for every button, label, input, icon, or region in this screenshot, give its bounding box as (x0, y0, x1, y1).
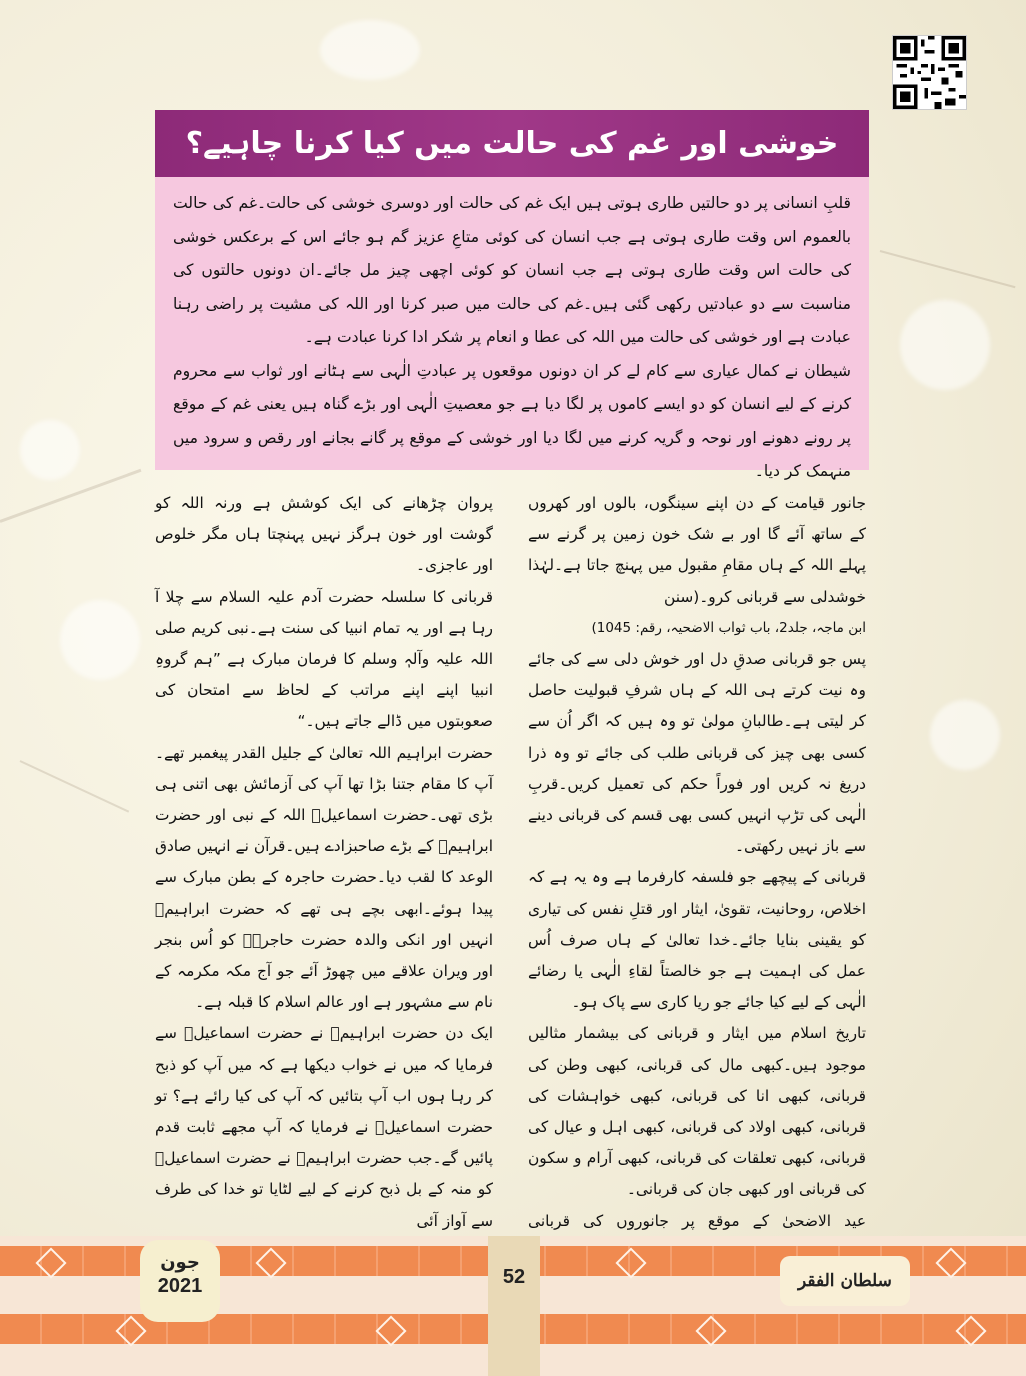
page-number-box (488, 1236, 540, 1376)
page-number: 52 (502, 1266, 526, 1288)
body-paragraph: جانور قیامت کے دن اپنے سینگوں، بالوں اور کھروں کے ساتھ آئے گا اور بے شک خون زمین پر گرنے سے پہلے اللہ کے ہاں مقامِ مقبول میں پہنچ جاتا ہے۔لہٰذا خوشدلی سے قربانی کرو۔(سنن (528, 494, 866, 606)
branch-decoration (0, 469, 141, 523)
branch-decoration (880, 250, 1016, 288)
intro-box (155, 177, 869, 480)
diamond-motif-icon (615, 1247, 646, 1278)
diamond-motif-icon (955, 1315, 986, 1346)
issue-month: جون (160, 1252, 200, 1273)
diamond-motif-icon (935, 1247, 966, 1278)
diamond-motif-icon (695, 1315, 726, 1346)
issue-date (140, 1240, 220, 1322)
qr-code (892, 35, 967, 110)
diamond-motif-icon (35, 1247, 66, 1278)
blossom-decoration (900, 300, 990, 390)
reference-citation: ابن ماجہ، جلد2، باب ثواب الاضحیہ، رقم: 1045) (591, 619, 866, 636)
blossom-decoration (930, 700, 1000, 770)
qr-code-icon (893, 36, 966, 109)
article-title: خوشی اور غم کی حالت میں کیا کرنا چاہیے؟ (155, 110, 869, 177)
branch-decoration (20, 760, 130, 813)
body-paragraph: ایک دن حضرت ابراہیمؑ نے حضرت اسماعیلؑ سے فرمایا کہ میں نے خواب دیکھا ہے کہ میں آپ کو ذبح کر رہا ہوں اب آپ بتائیں کہ آپ کی کیا رائے ہے؟ تو حضرت اسماعیلؑ نے فرمایا کہ آپ مجھے ثابت قدم پائیں گے۔جب حضرت ابراہیمؑ نے حضرت اسماعیلؑ کو منہ کے بل ذبح کرنے کے لیے لٹایا تو خدا کی طرف سے آواز آئی (155, 1024, 493, 1230)
text-column-left (155, 488, 493, 1230)
diamond-motif-icon (255, 1247, 286, 1278)
blossom-decoration (60, 600, 140, 680)
body-paragraph: حضرت ابراہیم اللہ تعالیٰ کے جلیل القدر پیغمبر تھے۔آپ کا مقام جتنا بڑا تھا آپ کی آزمائش بھی اتنی ہی بڑی تھی۔حضرت اسماعیلؑ اللہ کے نبی اور حضرت ابراہیمؑ کے بڑے صاحبزادے ہیں۔قرآن نے انہیں صادق الوعد کا لقب دیا۔حضرت حاجرہ کے بطن مبارک سے پیدا ہوئے۔ابھی بچے ہی تھے کہ حضرت ابراہیمؑ انہیں اور انکی والدہ حضرت حاجرہؓ کو اُس بنجر اور ویران علاقے میں چھوڑ آئے جو آج مکہ مکرمہ کے نام سے مشہور ہے اور عالم اسلام کا قبلہ ہے۔ (155, 743, 493, 1012)
intro-paragraph: قلبِ انسانی پر دو حالتیں طاری ہوتی ہیں ایک غم کی حالت اور دوسری خوشی کی حالت۔غم کی حالت بالعموم اس وقت طاری ہوتی ہے جب انسان کی کوئی متاعِ عزیز گم ہو جائے اس کے برعکس خوشی کی حالت اس وقت طاری ہوتی ہے جب انسان کو کوئی اچھی چیز مل جائے۔ان دونوں حالتوں کی مناسبت سے دو عبادتیں رکھی گئی ہیں۔غم کی حالت میں صبر کرنا اور اللہ کی مشیت پر راضی رہنا عبادت ہے اور خوشی کی حالت میں اللہ کی عطا و انعام پر شکر ادا کرنا عبادت ہے۔ (173, 194, 851, 346)
blossom-decoration (320, 20, 420, 80)
body-paragraph: عید الاضحیٰ کے موقع پر جانوروں کی قربانی (528, 1211, 866, 1230)
diamond-motif-icon (375, 1315, 406, 1346)
body-paragraph: قربانی کا سلسلہ حضرت آدم علیہ السلام سے چلا آ رہا ہے اور یہ تمام انبیا کی سنت ہے۔نبی کریم صلی اللہ علیہ وآلہٖ وسلم کا فرمان مبارک ہے ”ہم گروہِ انبیا اپنے اپنے مراتب کے لحاظ سے امتحان کی صعوبتوں میں ڈالے جاتے ہیں۔“ (155, 587, 493, 731)
blossom-decoration (20, 420, 80, 480)
intro-paragraph: شیطان نے کمال عیاری سے کام لے کر ان دونوں موقعوں پر عبادتِ الٰہی سے ہٹانے اور ثواب سے محروم کرنے کے لیے انسان کو دو ایسے کاموں پر لگا دیا ہے جو معصیتِ الٰہی اور بڑے گناہ ہیں یعنی غم کے موقع پر رونے دھونے اور نوحہ و گریہ کرنے میں لگا دیا اور خوشی کے موقع پر گانے بجانے اور رقص و سرود میں منہمک کر دیا۔ (173, 361, 851, 480)
issue-year: 2021 (157, 1275, 203, 1297)
body-paragraph: پس جو قربانی صدقِ دل اور خوش دلی سے کی جائے وہ نیت کرتے ہی اللہ کے ہاں شرفِ قبولیت حاصل کر لیتی ہے۔طالبانِ مولیٰ تو وہ ہیں کہ اگر اُن سے کسی بھی چیز کی قربانی طلب کی جائے تو وہ ذرا دریغ نہ کریں اور فوراً حکم کی تعمیل کریں۔قربِ الٰہی کی تڑپ انہیں کسی بھی قسم کی قربانی دینے سے باز نہیں رکھتی۔ (528, 650, 866, 856)
text-column-right (528, 488, 866, 1230)
body-paragraph: پروان چڑھانے کی ایک کوشش ہے ورنہ اللہ کو گوشت اور خون ہرگز نہیں پہنچتا ہاں مگر خلوص اور عاجزی۔ (155, 494, 493, 575)
body-paragraph: تاریخ اسلام میں ایثار و قربانی کی بیشمار مثالیں موجود ہیں۔کبھی مال کی قربانی، کبھی وطن کی قربانی، کبھی انا کی قربانی، کبھی خواہشات کی قربانی، کبھی اولاد کی قربانی، کبھی اہل و عیال کی قربانی، کبھی تعلقات کی قربانی، کبھی آرام و سکون کی قربانی اور کبھی جان کی قربانی۔ (528, 1024, 866, 1199)
diamond-motif-icon (115, 1315, 146, 1346)
magazine-logo: سلطان الفقر (780, 1256, 910, 1306)
body-paragraph: قربانی کے پیچھے جو فلسفہ کارفرما ہے وہ یہ ہے کہ اخلاص، روحانیت، تقویٰ، ایثار اور قتلِ نفس کی تیاری کو یقینی بنایا جائے۔خدا تعالیٰ کے ہاں صرف اُس عمل کی اہمیت ہے جو خالصتاً لقاءِ الٰہی یا رضائے الٰہی کے لیے کیا جائے جو ریا کاری سے پاک ہو۔ (528, 868, 866, 1012)
